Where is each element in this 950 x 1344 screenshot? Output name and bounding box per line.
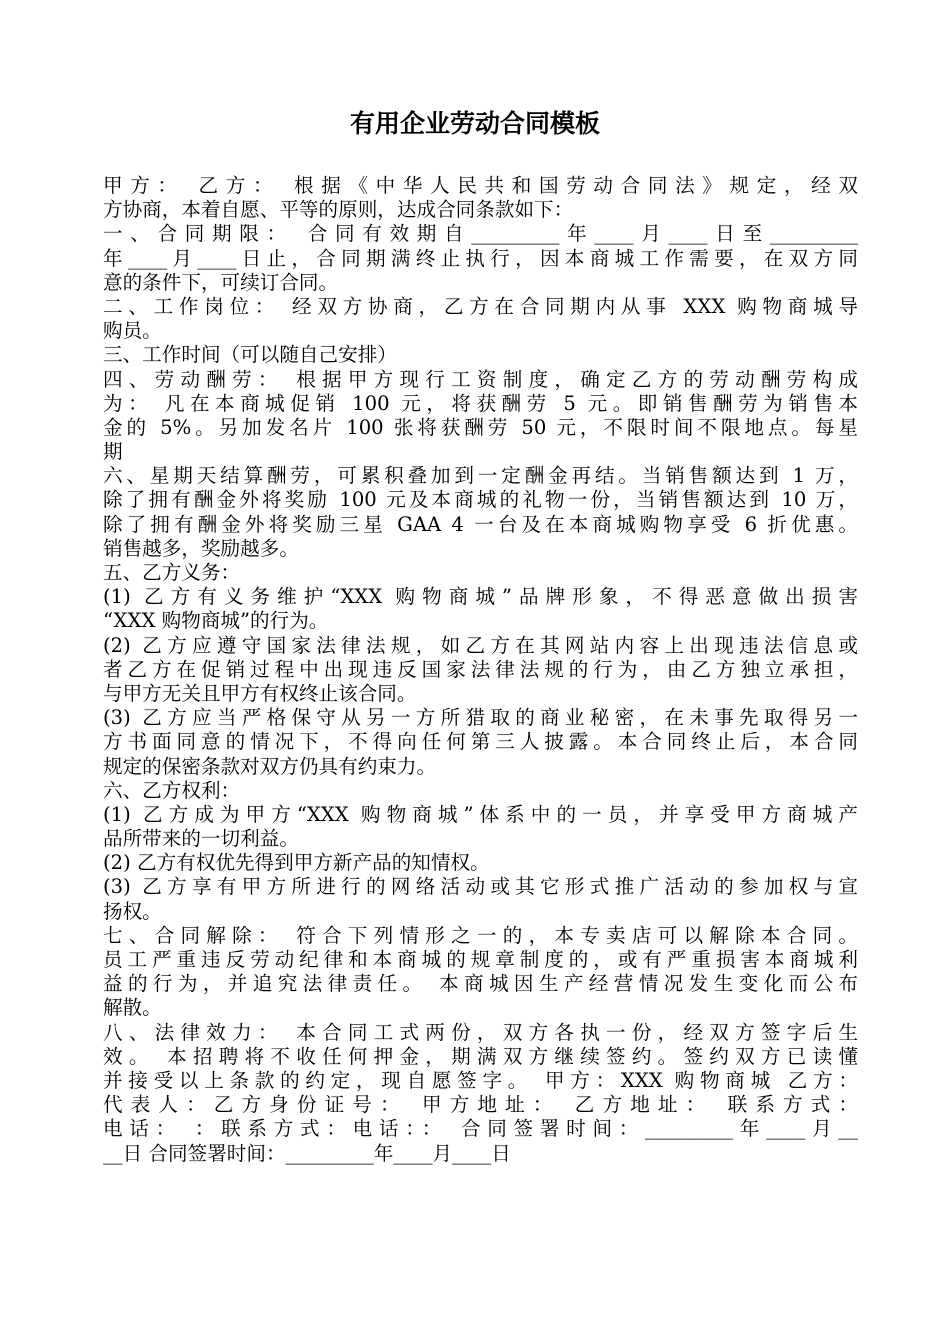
contract-line: (2) 乙方有权优先得到甲方新产品的知情权。 [103,851,490,875]
contract-line: 方协商，本着自愿、平等的原则，达成合同条款如下： [103,198,574,222]
contract-line: 三、工作时间（可以随自己安排） [103,343,397,367]
contract-line: “XXX 购物商城”的行为。 [103,609,329,633]
contract-line: 七、合同解除： 符合下列情形之一的，本专卖店可以解除本合同。 [103,923,858,947]
document-title: 有用企业劳动合同模板 [349,109,600,138]
contract-line: 年____月____日止，合同期满终止执行，因本商城工作需要，在双方同 [103,246,858,270]
contract-line: 六、乙方权利： [103,778,241,802]
contract-line: 金的 5%。另加发名片 100 张将获酬劳 50 元，不限时间不限地点。每星 [103,415,858,439]
contract-line: 扬权。 [103,899,162,923]
contract-line: 意的条件下，可续订合同。 [103,270,339,294]
contract-body [103,174,858,1166]
contract-line: 四、劳动酬劳： 根据甲方现行工资制度，确定乙方的劳动酬劳构成 [103,367,858,391]
contract-line: 员工严重违反劳动纪律和本商城的规章制度的，或有严重损害本商城利 [103,948,858,971]
contract-line: 代表人：乙方身份证号： 甲方地址： 乙方地址： 联系方式： [103,1093,858,1117]
contract-line: 解散。 [103,996,162,1020]
contract-line: 品所带来的一切利益。 [103,827,299,851]
contract-line: __日 合同签署时间：_________年____月____日 [103,1141,511,1165]
contract-line: 规定的保密条款对双方仍具有约束力。 [103,754,437,778]
contract-line: 与甲方无关且甲方有权终止该合同。 [103,681,417,705]
contract-line: 甲方： 乙方： 根据《中华人民共和国劳动合同法》规定，经双 [103,174,858,197]
contract-line: 为： 凡在本商城促销 100 元，将获酬劳 5 元。即销售酬劳为销售本 [103,391,858,415]
contract-line: 益的行为，并追究法律责任。 本商城因生产经营情况发生变化而公布 [103,972,858,996]
contract-line: 电话： ：联系方式：电话：： 合同签署时间：_________年____月__ [103,1117,858,1141]
contract-line: 效。 本招聘将不收任何押金，期满双方继续签约。签约双方已读懂 [103,1044,858,1068]
contract-line: 方书面同意的情况下，不得向任何第三人披露。本合同终止后，本合同 [103,730,858,754]
contract-line: 二、工作岗位： 经双方协商，乙方在合同期内从事 XXX 购物商城导 [103,294,858,318]
contract-line: 一、合同期限： 合同有效期自_________年____月____日至_________ [103,222,858,246]
contract-line: 并接受以上条款的约定，现自愿签字。 甲方：XXX 购物商城 乙方： [103,1068,858,1092]
contract-line: 六、星期天结算酬劳，可累积叠加到一定酬金再结。当销售额达到 1 万， [103,464,858,488]
contract-line: (2) 乙方应遵守国家法律法规，如乙方在其网站内容上出现违法信息或 [103,633,858,657]
contract-line: 者乙方在促销过程中出现违反国家法律法规的行为，由乙方独立承担， [103,657,858,681]
contract-line: 期 [103,440,123,464]
contract-line: (1) 乙方成为甲方“XXX 购物商城”体系中的一员，并享受甲方商城产 [103,802,858,826]
contract-line: 五、乙方义务： [103,561,241,584]
contract-line: (3) 乙方享有甲方所进行的网络活动或其它形式推广活动的参加权与宣 [103,875,858,899]
contract-line: 销售越多，奖励越多。 [103,536,299,560]
contract-line: 除了拥有酬金外将奖励三星 GAA 4 一台及在本商城购物享受 6 折优惠。 [103,512,858,536]
contract-line: (3) 乙方应当严格保守从另一方所猎取的商业秘密，在未事先取得另一 [103,706,858,730]
contract-line: (1) 乙方有义务维护“XXX 购物商城”品牌形象，不得恶意做出损害 [103,585,858,609]
contract-line: 除了拥有酬金外将奖励 100 元及本商城的礼物一份，当销售额达到 10 万， [103,488,858,512]
contract-line: 八、法律效力： 本合同工式两份，双方各执一份，经双方签字后生 [103,1020,858,1044]
contract-line: 购员。 [103,319,162,343]
